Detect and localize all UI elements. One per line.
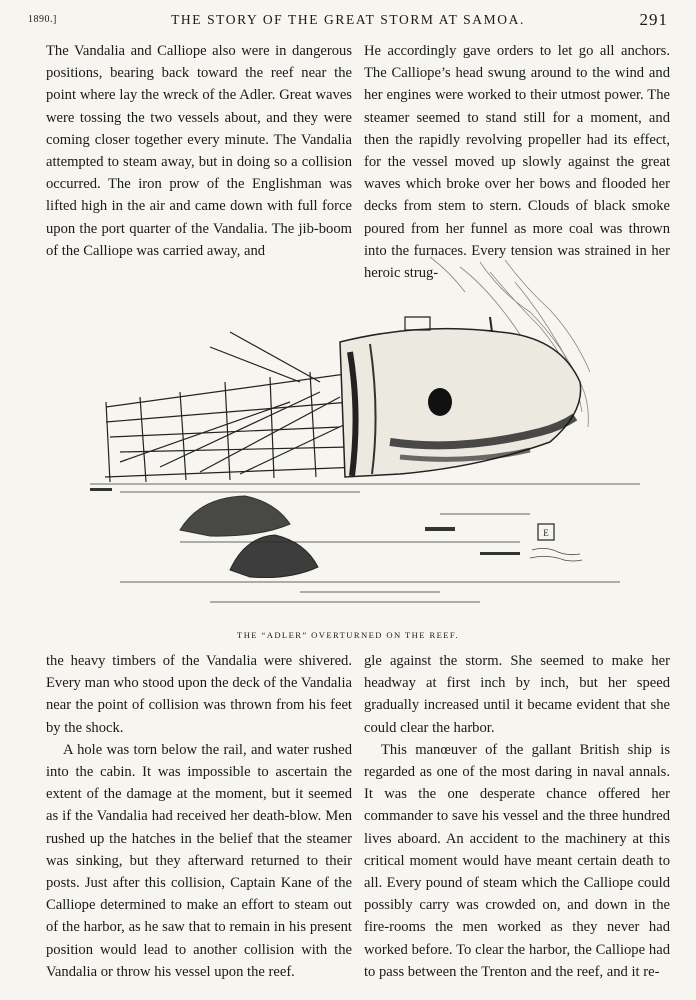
reef-rocks-illustration bbox=[180, 496, 318, 578]
paragraph: This manœuver of the gallant British ship is regarded as one of the most daring in naval annals. It was the one desperate chance offered her commander to save his vessel and the three hundred lives aboard. An accident to the machinery at this critical moment would have meant certain death to all. Every pound of steam which the Calliope could possibly carry was crowded on, and down in the fire-rooms the men worked as they never had worked before. To clear the harbor, the Calliope had to pass between the Trenton and the reef, and it re- bbox=[364, 741, 670, 980]
hull-illustration bbox=[340, 317, 581, 477]
header-year: 1890.] bbox=[28, 14, 57, 25]
text-column-bottom-left bbox=[46, 650, 352, 983]
paragraph: the heavy timbers of the Vandalia were shivered. Every man who stood upon the deck of the Vandalia near the point of collision was thrown from his feet by the shock. bbox=[46, 653, 352, 736]
water-marks bbox=[90, 488, 520, 555]
rigging-illustration bbox=[105, 332, 360, 482]
paragraph: gle against the storm. She seemed to make her headway at first inch by inch, but her speed gradually increased until it became evident that she could clear the harbor. bbox=[364, 653, 670, 736]
text-column-top-left bbox=[46, 40, 352, 262]
text-column-bottom-right bbox=[364, 650, 670, 983]
paragraph: The Vandalia and Calliope also were in dangerous positions, bearing back toward the reef near the point where lay the wreck of the Adler. Great waves were tossing the two vessels about, and they were coming closer together every minute. The Vandalia attempted to steam away, but in doing so a collision occurred. The iron prow of the Englishman was lifted high in the air and came down with full force upon the port quarter of the Vandalia. The jib-boom of the Calliope was carried away, and bbox=[46, 43, 352, 259]
text-column-top-right bbox=[364, 40, 670, 284]
page-number: 291 bbox=[639, 10, 668, 29]
paragraph: A hole was torn below the rail, and water rushed into the cabin. It was impossible to ascertain the extent of the damage at the moment, but it seemed as if the Vandalia had received her death-blow. Men rushed up the hatches in the belief that the steamer was sinking, but they afterward returned to their posts. Just after this collision, Captain Kane of the Calliope determined to make an effort to steam out of the harbor, as he saw that to remain in his present position would lead to another collision with the Vandalia or throw his vessel upon the reef. bbox=[46, 741, 352, 980]
water-lines bbox=[90, 484, 640, 602]
illustration-overturned-ship bbox=[60, 252, 660, 622]
header-title: THE STORY OF THE GREAT STORM AT SAMOA. bbox=[171, 12, 525, 27]
artist-signature bbox=[530, 524, 582, 561]
running-header bbox=[28, 10, 668, 32]
svg-text:E: E bbox=[543, 528, 549, 538]
paragraph: He accordingly gave orders to let go all anchors. The Calliope’s head swung around to the wind and her engines were worked to their utmost power. The steamer seemed to stand still for a moment, and then the rapidly revolving propeller had its effect, for the vessel moved up slowly against the great waves which broke over her bows and flooded her decks from stem to stern. Clouds of black smoke poured from her funnel as more coal was thrown into the furnaces. Every tension was strained in her heroic strug- bbox=[364, 43, 670, 282]
figure-caption: THE “ADLER” OVERTURNED ON THE REEF. bbox=[237, 630, 459, 640]
